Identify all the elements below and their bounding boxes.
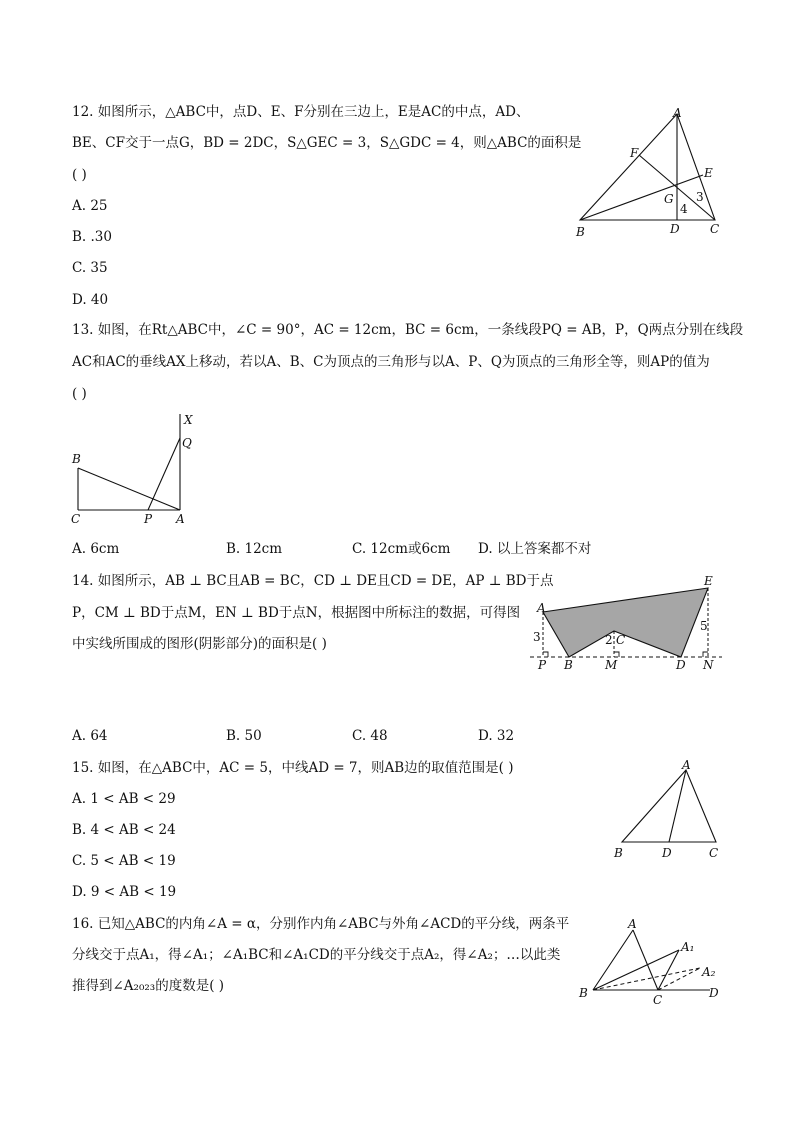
q14-label-c: C: [616, 633, 626, 647]
q12-line2: BE、CF交于一点G，BD = 2DC，S△GEC = 3，S△GDC = 4，则△ABC的面积是: [72, 135, 582, 151]
q15-label-d: D: [662, 846, 672, 860]
q16-line2: 分线交于点A₁，得∠A₁；∠A₁BC和∠A₁CD的平分线交于点A₂，得∠A₂；…以此类: [72, 947, 561, 963]
q12-label-a: A: [673, 106, 682, 120]
q16-figure: [575, 915, 735, 1010]
q13-option-c: C. 12cm或6cm: [352, 541, 451, 557]
q14-label-5: 5: [700, 619, 708, 633]
q15-label-c: C: [709, 846, 719, 860]
q15-triangle-abc: [622, 770, 716, 842]
q12-label-f: F: [630, 146, 639, 160]
q12-paren: ( ): [72, 167, 87, 183]
q16-segment-ca1: [658, 950, 679, 990]
q16-line3: 推得到∠A₂₀₂₃的度数是( ): [72, 978, 225, 994]
q12-label-c: C: [710, 222, 720, 236]
q14-figure: [530, 572, 730, 672]
q13-paren: ( ): [72, 386, 87, 402]
q15-label-b: B: [614, 846, 623, 860]
q12-label-4: 4: [680, 202, 688, 216]
q13-label-a: A: [176, 512, 185, 526]
q13-option-a: A. 6cm: [72, 541, 120, 557]
q14-label-d: D: [676, 658, 686, 672]
q15-label-a: A: [682, 758, 691, 772]
q14-label-p: P: [538, 658, 547, 672]
q14-line2: P，CM ⊥ BD于点M，EN ⊥ BD于点N，根据图中所标注的数据，可得图: [72, 605, 521, 621]
q13-line1: 13. 如图，在Rt△ABC中，∠C = 90°，AC = 12cm，BC = 6cm，一条线段PQ = AB，P，Q两点分别在线段: [72, 322, 744, 338]
q13-line2: AC和AC的垂线AX上移动，若以A、B、C为顶点的三角形与以A、P、Q为顶点的三角形全等，则AP的值为: [72, 354, 710, 370]
q16-line1: 16. 已知△ABC的内角∠A = α，分别作内角∠ABC与外角∠ACD的平分线，两条平: [72, 916, 570, 932]
q13-label-b: B: [72, 452, 81, 466]
q12-label-3: 3: [696, 190, 704, 204]
q13-segment-ab: [78, 468, 180, 510]
q12-label-b: B: [576, 225, 585, 239]
q12-option-c: C. 35: [72, 260, 108, 276]
q12-triangle-abc: [580, 114, 715, 220]
q16-label-b: B: [579, 986, 588, 1000]
q16-label-a2: A₂: [702, 965, 716, 979]
q12-option-d: D. 40: [72, 292, 109, 308]
q13-segment-pq: [148, 438, 180, 510]
q14-label-2: 2: [605, 633, 613, 647]
q14-label-b: B: [564, 658, 573, 672]
q12-label-d: D: [670, 222, 680, 236]
q13-label-q: Q: [182, 436, 192, 450]
q14-label-3: 3: [533, 630, 541, 644]
q14-shaded-region: [543, 588, 708, 657]
q14-line1: 14. 如图所示，AB ⊥ BC且AB = BC，CD ⊥ DE且CD = DE，AP ⊥ BD于点: [72, 573, 554, 589]
q12-figure: [570, 105, 730, 240]
q15-figure: [608, 756, 728, 866]
q14-label-m: M: [605, 658, 618, 672]
q14-line3: 中实线所围成的图形(阴影部分)的面积是( ): [72, 636, 327, 652]
q16-label-a1: A₁: [681, 940, 695, 954]
q13-figure: [68, 410, 208, 530]
q14-label-n: N: [703, 658, 714, 672]
q14-option-b: B. 50: [226, 728, 262, 744]
q12-label-g: G: [664, 192, 674, 206]
q12-option-b: B. .30: [72, 229, 112, 245]
q15-option-d: D. 9 < AB < 19: [72, 884, 177, 900]
q14-label-e: E: [704, 574, 713, 588]
q16-label-d: D: [709, 986, 719, 1000]
q16-label-a: A: [628, 917, 637, 931]
q13-label-x: X: [184, 413, 193, 427]
q14-label-a: A: [537, 601, 546, 615]
q13-label-c: C: [71, 512, 81, 526]
q13-label-p: P: [144, 512, 153, 526]
q16-segment-ba2: [593, 968, 700, 990]
q12-option-a: A. 25: [72, 198, 108, 214]
q15-option-b: B. 4 < AB < 24: [72, 822, 176, 838]
q12-label-e: E: [704, 166, 713, 180]
q14-option-c: C. 48: [352, 728, 388, 744]
q14-option-d: D. 32: [478, 728, 515, 744]
q14-option-a: A. 64: [72, 728, 108, 744]
q15-option-a: A. 1 < AB < 29: [72, 791, 176, 807]
q13-option-b: B. 12cm: [226, 541, 283, 557]
q16-label-c: C: [653, 993, 663, 1007]
q15-option-c: C. 5 < AB < 19: [72, 853, 176, 869]
q12-line1: 12. 如图所示，△ABC中，点D、E、F分别在三边上，E是AC的中点，AD、: [72, 104, 530, 120]
q15-median-ad: [669, 770, 686, 842]
q15-line1: 15. 如图，在△ABC中，AC = 5，中线AD = 7，则AB边的取值范围是( ): [72, 760, 514, 776]
q13-option-d: D. 以上答案都不对: [478, 541, 592, 557]
